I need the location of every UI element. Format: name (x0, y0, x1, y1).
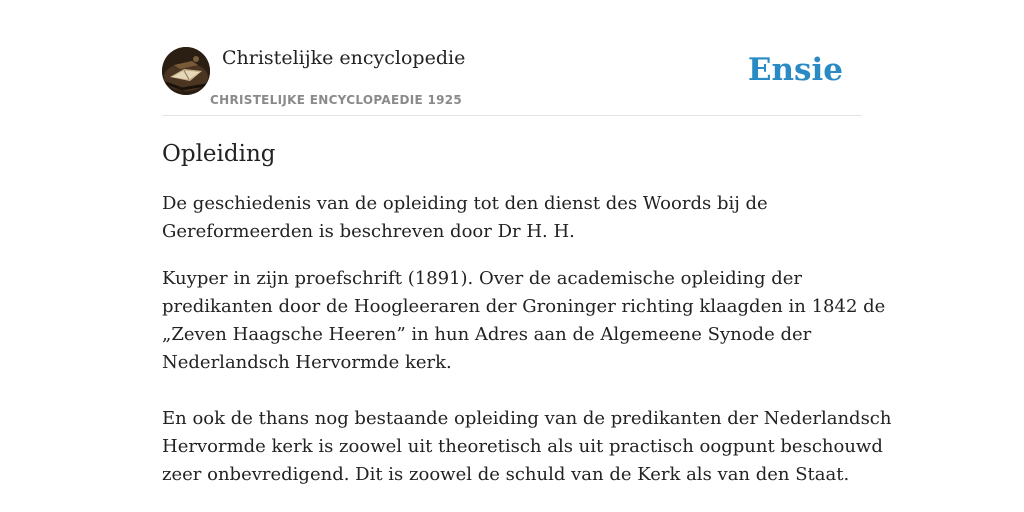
paragraph-line: En ook de thans nog bestaande opleiding van de predikanten der Nederlandsch (162, 408, 892, 429)
ensie-logo[interactable]: Ensie (747, 52, 843, 88)
article-body (162, 138, 892, 489)
paragraph-line: Nederlandsch Hervormde kerk. (162, 352, 452, 373)
page-header (162, 46, 862, 116)
paragraph-1 (162, 190, 862, 246)
paragraph-2 (162, 265, 892, 489)
paragraph-line: „Zeven Haagsche Heeren” in hun Adres aan de Algemeene Synode der (162, 324, 812, 345)
source-title[interactable]: Christelijke encyclopedie (222, 47, 466, 69)
article-title: Opleiding (162, 141, 276, 167)
avatar[interactable] (162, 47, 210, 95)
paragraph-line: De geschiedenis van de opleiding tot den dienst des Woords bij de (162, 193, 768, 214)
paragraph-line: Gereformeerden is beschreven door Dr H. H. (162, 221, 575, 242)
paragraph-line: predikanten door de Hoogleeraren der Groninger richting klaagden in 1842 de (162, 296, 886, 317)
paragraph-line: Kuyper in zijn proefschrift (1891). Over de academische opleiding der (162, 268, 803, 289)
paragraph-spacer (162, 377, 862, 405)
paragraph-line: zeer onbevredigend. Dit is zoowel de schuld van de Kerk als van den Staat. (162, 464, 850, 485)
source-subtitle[interactable]: CHRISTELIJKE ENCYCLOPAEDIE 1925 (210, 93, 463, 107)
book-photo-icon (162, 47, 210, 95)
paragraph-line: Hervormde kerk is zoowel uit theoretisch als uit practisch oogpunt beschouwd (162, 436, 883, 457)
